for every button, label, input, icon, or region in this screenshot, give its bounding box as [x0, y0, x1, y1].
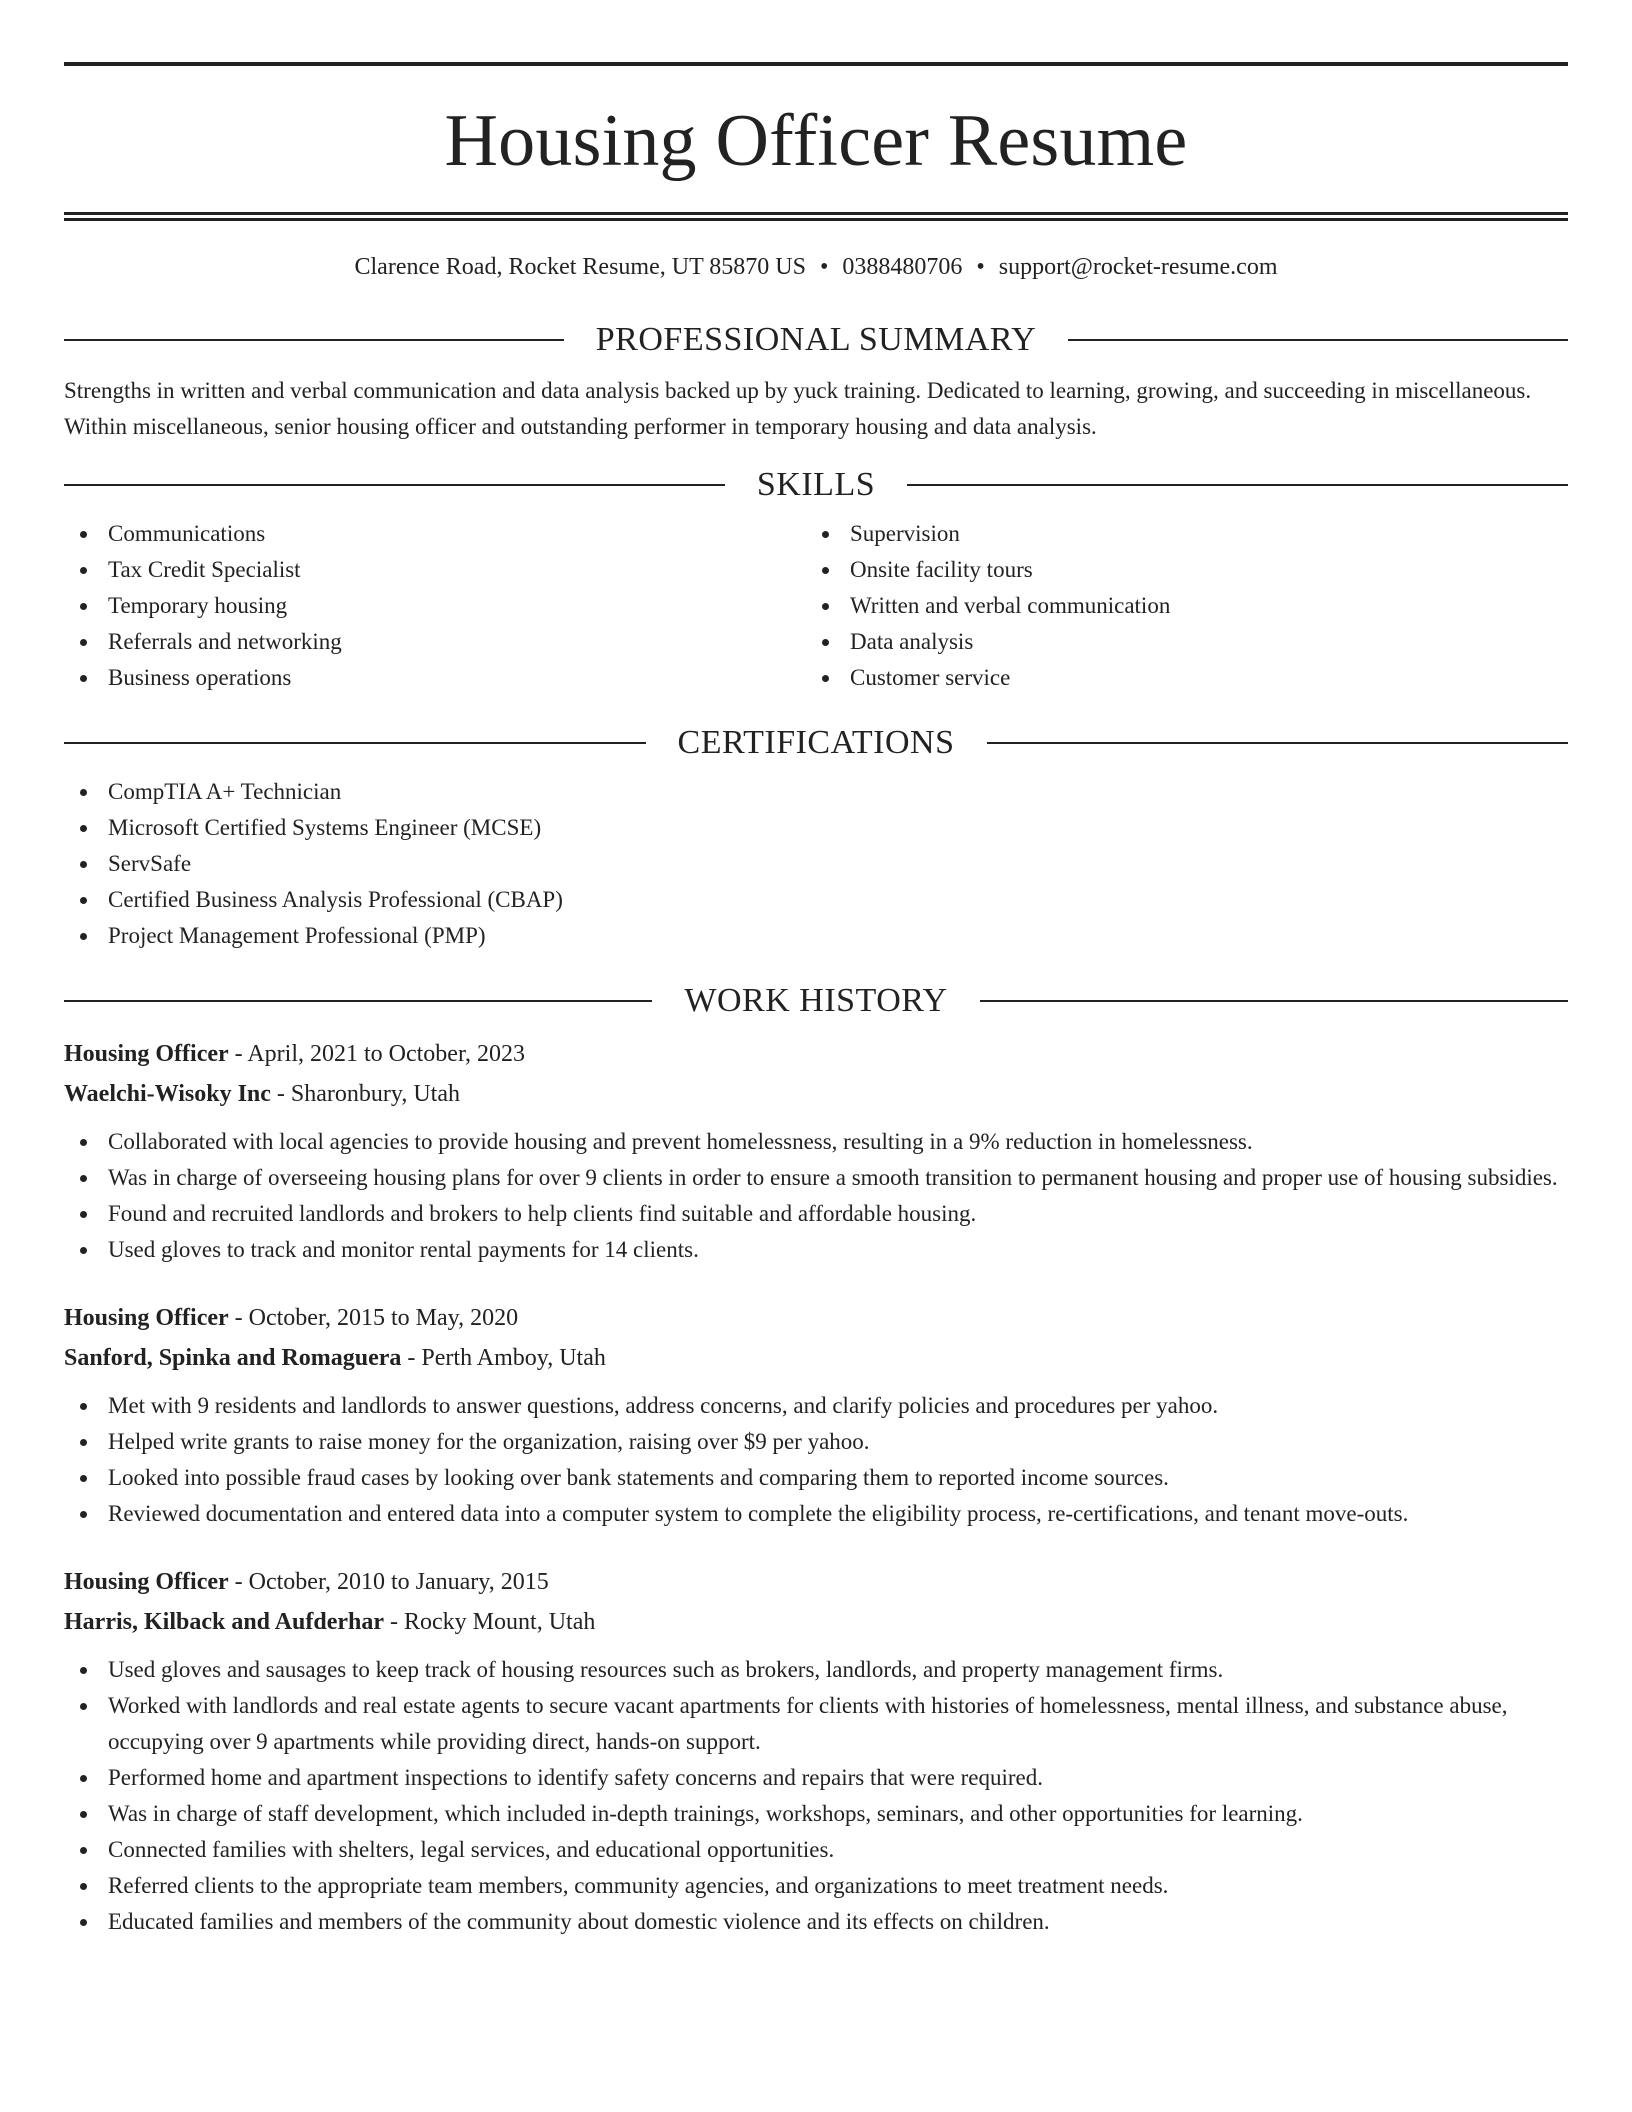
- skills-list: [64, 516, 1568, 696]
- list-item: Microsoft Certified Systems Engineer (MCSE): [64, 810, 1568, 846]
- bullet-icon: [822, 531, 829, 538]
- divider: [980, 1000, 1568, 1002]
- bullet-icon: [80, 531, 87, 538]
- bullet-icon: [80, 567, 87, 574]
- list-item: Helped write grants to raise money for the organization, raising over $9 per yahoo.: [64, 1424, 1568, 1460]
- summary-text: Strengths in written and verbal communication and data analysis backed up by yuck training. Dedicated to learning, growing, and succeeding in miscellaneous. Within miscellaneous, senior housing officer and outstanding performer in temporary housing and data analysis.: [64, 378, 1532, 439]
- bullet-icon: [80, 1139, 87, 1146]
- list-item: Certified Business Analysis Professional (CBAP): [64, 882, 1568, 918]
- contact-email: support@rocket-resume.com: [998, 254, 1278, 280]
- bullet-icon: [822, 639, 829, 646]
- bullet-icon: [80, 1439, 87, 1446]
- contact-address: Clarence Road, Rocket Resume, UT 85870 US: [354, 254, 806, 280]
- list-item: Educated families and members of the community about domestic violence and its effects on children.: [64, 1904, 1568, 1940]
- divider: [907, 484, 1568, 486]
- list-item: Reviewed documentation and entered data into a computer system to complete the eligibility process, re-certifications, and tenant move-outs.: [64, 1496, 1568, 1532]
- list-item: Written and verbal communication: [806, 588, 1548, 624]
- list-item: Worked with landlords and real estate agents to secure vacant apartments for clients with histories of homelessness, mental illness, and substance abuse, occupying over 9 apartments while providing direct, hands-on support.: [64, 1688, 1568, 1760]
- list-item: Data analysis: [806, 624, 1548, 660]
- divider: [1068, 339, 1568, 341]
- job-dates: - October, 2010 to January, 2015: [228, 1569, 549, 1595]
- job-bullets: [64, 1652, 1568, 1940]
- section-header-certifications: [64, 726, 1568, 760]
- section-header-summary: [64, 323, 1568, 357]
- bullet-icon: [80, 1511, 87, 1518]
- bullet-icon: [80, 933, 87, 940]
- job-title-line: [64, 1034, 1568, 1074]
- list-item: Found and recruited landlords and brokers to help clients find suitable and affordable housing.: [64, 1196, 1568, 1232]
- job-title-line: [64, 1298, 1568, 1338]
- bullet-icon: [80, 1247, 87, 1254]
- list-item: Met with 9 residents and landlords to answer questions, address concerns, and clarify policies and procedures per yahoo.: [64, 1388, 1568, 1424]
- divider: [64, 742, 646, 744]
- bullet-icon: [80, 1847, 87, 1854]
- bullet-icon: [80, 603, 87, 610]
- list-item: Project Management Professional (PMP): [64, 918, 1568, 954]
- list-item: Looked into possible fraud cases by looking over bank statements and comparing them to reported income sources.: [64, 1460, 1568, 1496]
- divider: [64, 339, 564, 341]
- list-item: Performed home and apartment inspections to identify safety concerns and repairs that were required.: [64, 1760, 1568, 1796]
- job-dates: - April, 2021 to October, 2023: [228, 1041, 525, 1067]
- divider: [64, 1000, 652, 1002]
- bullet-icon: [80, 675, 87, 682]
- bullet-icon: [822, 603, 829, 610]
- skills-column-right: [806, 516, 1548, 696]
- job-role: Housing Officer: [64, 1569, 229, 1595]
- list-item: Used gloves to track and monitor rental payments for 14 clients.: [64, 1232, 1568, 1268]
- job-company: Harris, Kilback and Aufderhar: [64, 1609, 385, 1635]
- list-item: Connected families with shelters, legal services, and educational opportunities.: [64, 1832, 1568, 1868]
- list-item: Was in charge of overseeing housing plans for over 9 clients in order to ensure a smooth transition to permanent housing and proper use of housing subsidies.: [64, 1160, 1568, 1196]
- job-company-line: [64, 1074, 1568, 1114]
- job-title-line: [64, 1562, 1568, 1602]
- job-location: - Rocky Mount, Utah: [384, 1609, 596, 1635]
- bullet-icon: [80, 1775, 87, 1782]
- title-double-rule: [64, 212, 1568, 221]
- job-location: - Sharonbury, Utah: [270, 1081, 460, 1107]
- bullet-icon: [80, 639, 87, 646]
- bullet-icon: [80, 1667, 87, 1674]
- list-item: Communications: [64, 516, 806, 552]
- bullet-icon: [822, 675, 829, 682]
- job-bullets: [64, 1124, 1568, 1268]
- bullet-icon: [80, 1211, 87, 1218]
- bullet-icon: [80, 897, 87, 904]
- list-item: Business operations: [64, 660, 806, 696]
- bullet-icon: [80, 1403, 87, 1410]
- job-role: Housing Officer: [64, 1041, 229, 1067]
- bullet-icon: [80, 789, 87, 796]
- contact-separator: •: [976, 254, 985, 280]
- job-entry: [64, 1562, 1568, 1940]
- list-item: Tax Credit Specialist: [64, 552, 806, 588]
- skills-column-left: [64, 516, 806, 696]
- job-location: - Perth Amboy, Utah: [401, 1345, 606, 1371]
- job-company-line: [64, 1338, 1568, 1378]
- bullet-icon: [80, 861, 87, 868]
- section-header-skills: [64, 468, 1568, 502]
- bullet-icon: [80, 1703, 87, 1710]
- section-title: SKILLS: [756, 466, 876, 503]
- job-bullets: [64, 1388, 1568, 1532]
- divider: [987, 742, 1569, 744]
- list-item: Supervision: [806, 516, 1548, 552]
- certifications-list: [64, 774, 1568, 954]
- list-item: CompTIA A+ Technician: [64, 774, 1568, 810]
- bullet-icon: [80, 1919, 87, 1926]
- list-item: Temporary housing: [64, 588, 806, 624]
- bullet-icon: [80, 825, 87, 832]
- list-item: Referrals and networking: [64, 624, 806, 660]
- bullet-icon: [80, 1475, 87, 1482]
- list-item: Customer service: [806, 660, 1548, 696]
- section-header-work-history: [64, 984, 1568, 1018]
- contact-separator: •: [819, 254, 829, 280]
- contact-line: [64, 255, 1568, 279]
- section-title: PROFESSIONAL SUMMARY: [595, 321, 1037, 358]
- list-item: Referred clients to the appropriate team members, community agencies, and organizations to meet treatment needs.: [64, 1868, 1568, 1904]
- list-item: Used gloves and sausages to keep track of housing resources such as brokers, landlords, and property management firms.: [64, 1652, 1568, 1688]
- bullet-icon: [80, 1883, 87, 1890]
- section-title: CERTIFICATIONS: [677, 724, 955, 761]
- job-dates: - October, 2015 to May, 2020: [228, 1305, 519, 1331]
- bullet-icon: [80, 1175, 87, 1182]
- list-item: Onsite facility tours: [806, 552, 1548, 588]
- job-entry: [64, 1298, 1568, 1532]
- list-item: ServSafe: [64, 846, 1568, 882]
- top-rule: [64, 62, 1568, 66]
- job-role: Housing Officer: [64, 1305, 229, 1331]
- bullet-icon: [822, 567, 829, 574]
- job-entry: [64, 1034, 1568, 1268]
- list-item: Was in charge of staff development, which included in-depth trainings, workshops, seminars, and other opportunities for learning.: [64, 1796, 1568, 1832]
- contact-phone: 0388480706: [842, 254, 963, 280]
- bullet-icon: [80, 1811, 87, 1818]
- divider: [64, 484, 725, 486]
- job-company: Sanford, Spinka and Romaguera: [64, 1345, 402, 1371]
- section-title: WORK HISTORY: [684, 982, 948, 1019]
- job-company: Waelchi-Wisoky Inc: [64, 1081, 271, 1107]
- page-title: Housing Officer Resume: [444, 100, 1188, 182]
- job-company-line: [64, 1602, 1568, 1642]
- list-item: Collaborated with local agencies to provide housing and prevent homelessness, resulting in a 9% reduction in homelessness.: [64, 1124, 1568, 1160]
